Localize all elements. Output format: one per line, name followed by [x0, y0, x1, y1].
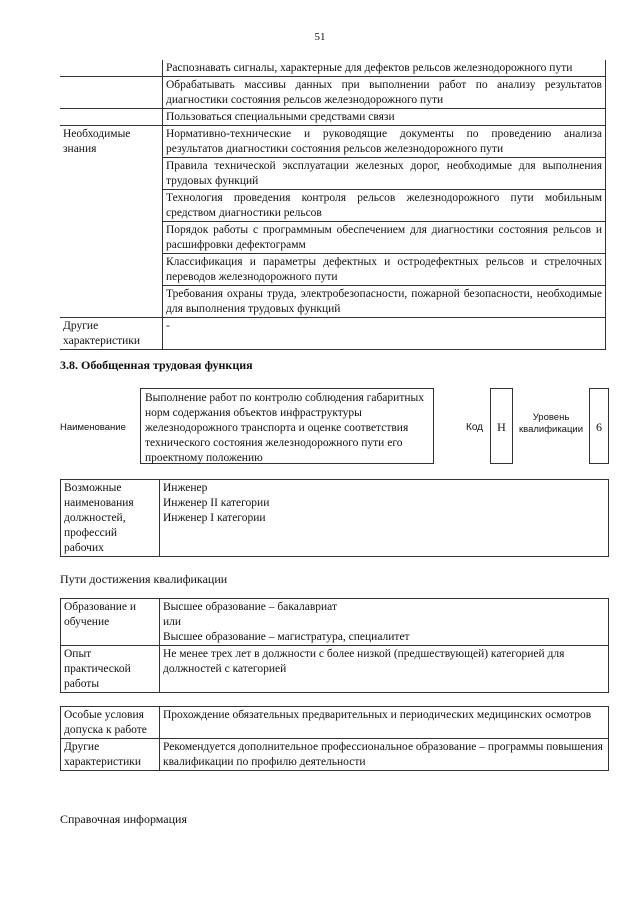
code-value: H [490, 388, 513, 464]
positions-label: Возможные наименования должностей, профессий рабочих [61, 480, 160, 557]
skill-item: Пользоваться специальными средствами связи [163, 109, 606, 126]
education-line: или [163, 616, 182, 628]
qualification-paths-title: Пути достижения квалификации [60, 572, 228, 586]
skills-label-cell [60, 60, 163, 77]
other-characteristics-value: - [163, 318, 606, 350]
knowledge-item: Требования охраны труда, электробезопасности, пожарной безопасности, необходимые для выполнения трудовых функций [163, 286, 606, 318]
positions-table [60, 479, 609, 557]
education-value [160, 599, 609, 646]
knowledge-item: Порядок работы с программным обеспечением для диагностики состояния рельсов и расшифровки дефектограмм [163, 222, 606, 254]
code-label: Код [466, 422, 484, 433]
qualification-table [60, 598, 609, 693]
experience-label: Опыт практической работы [61, 646, 160, 693]
other-characteristics-label: Другие характеристики [61, 739, 160, 771]
knowledge-item: Технология проведения контроля рельсов железнодорожного пути мобильным средством диагностики рельсов [163, 190, 606, 222]
experience-value: Не менее трех лет в должности с более низкой (предшествующей) категорией для должностей с категорией [160, 646, 609, 693]
level-label: Уровень квалификации [518, 412, 584, 435]
admission-label: Особые условия допуска к работе [61, 707, 160, 739]
admission-value: Прохождение обязательных предварительных и периодических медицинских осмотров [160, 707, 609, 739]
function-name: Выполнение работ по контролю соблюдения габаритных норм содержания объектов инфраструктуры железнодорожного транспорта и оценке соответствия технического состояния железнодорожного пути его проектному положению [140, 388, 434, 464]
knowledge-label: Необходимые знания [60, 126, 163, 318]
knowledge-table [60, 60, 606, 350]
section-heading: 3.8. Обобщенная трудовая функция [60, 358, 253, 372]
position-item: Инженер I категории [163, 512, 266, 524]
page-number: 51 [314, 31, 326, 43]
other-characteristics-label: Другие характеристики [60, 318, 163, 350]
name-label: Наименование [60, 422, 126, 433]
level-value: 6 [589, 388, 609, 464]
knowledge-item: Нормативно-технические и руководящие документы по проведению анализа результатов диагностики состояния рельсов железнодорожного пути [163, 126, 606, 158]
position-item: Инженер II категории [163, 497, 270, 509]
skill-item: Распознавать сигналы, характерные для дефектов рельсов железнодорожного пути [163, 60, 606, 77]
knowledge-item: Правила технической эксплуатации железных дорог, необходимые для выполнения трудовых функций [163, 158, 606, 190]
skill-item: Обрабатывать массивы данных при выполнении работ по анализу результатов диагностики состояния рельсов железнодорожного пути [163, 77, 606, 109]
reference-title: Справочная информация [60, 812, 187, 826]
knowledge-item: Классификация и параметры дефектных и остродефектных рельсов и стрелочных переводов железнодорожного пути [163, 254, 606, 286]
education-line: Высшее образование – бакалавриат [163, 601, 337, 613]
other-characteristics-value: Рекомендуется дополнительное профессиональное образование – программы повышения квалификации по профилю деятельности [160, 739, 609, 771]
education-label: Образование и обучение [61, 599, 160, 646]
education-line: Высшее образование – магистратура, специалитет [163, 631, 410, 643]
positions-list [160, 480, 609, 557]
position-item: Инженер [163, 482, 208, 494]
conditions-table [60, 706, 609, 771]
